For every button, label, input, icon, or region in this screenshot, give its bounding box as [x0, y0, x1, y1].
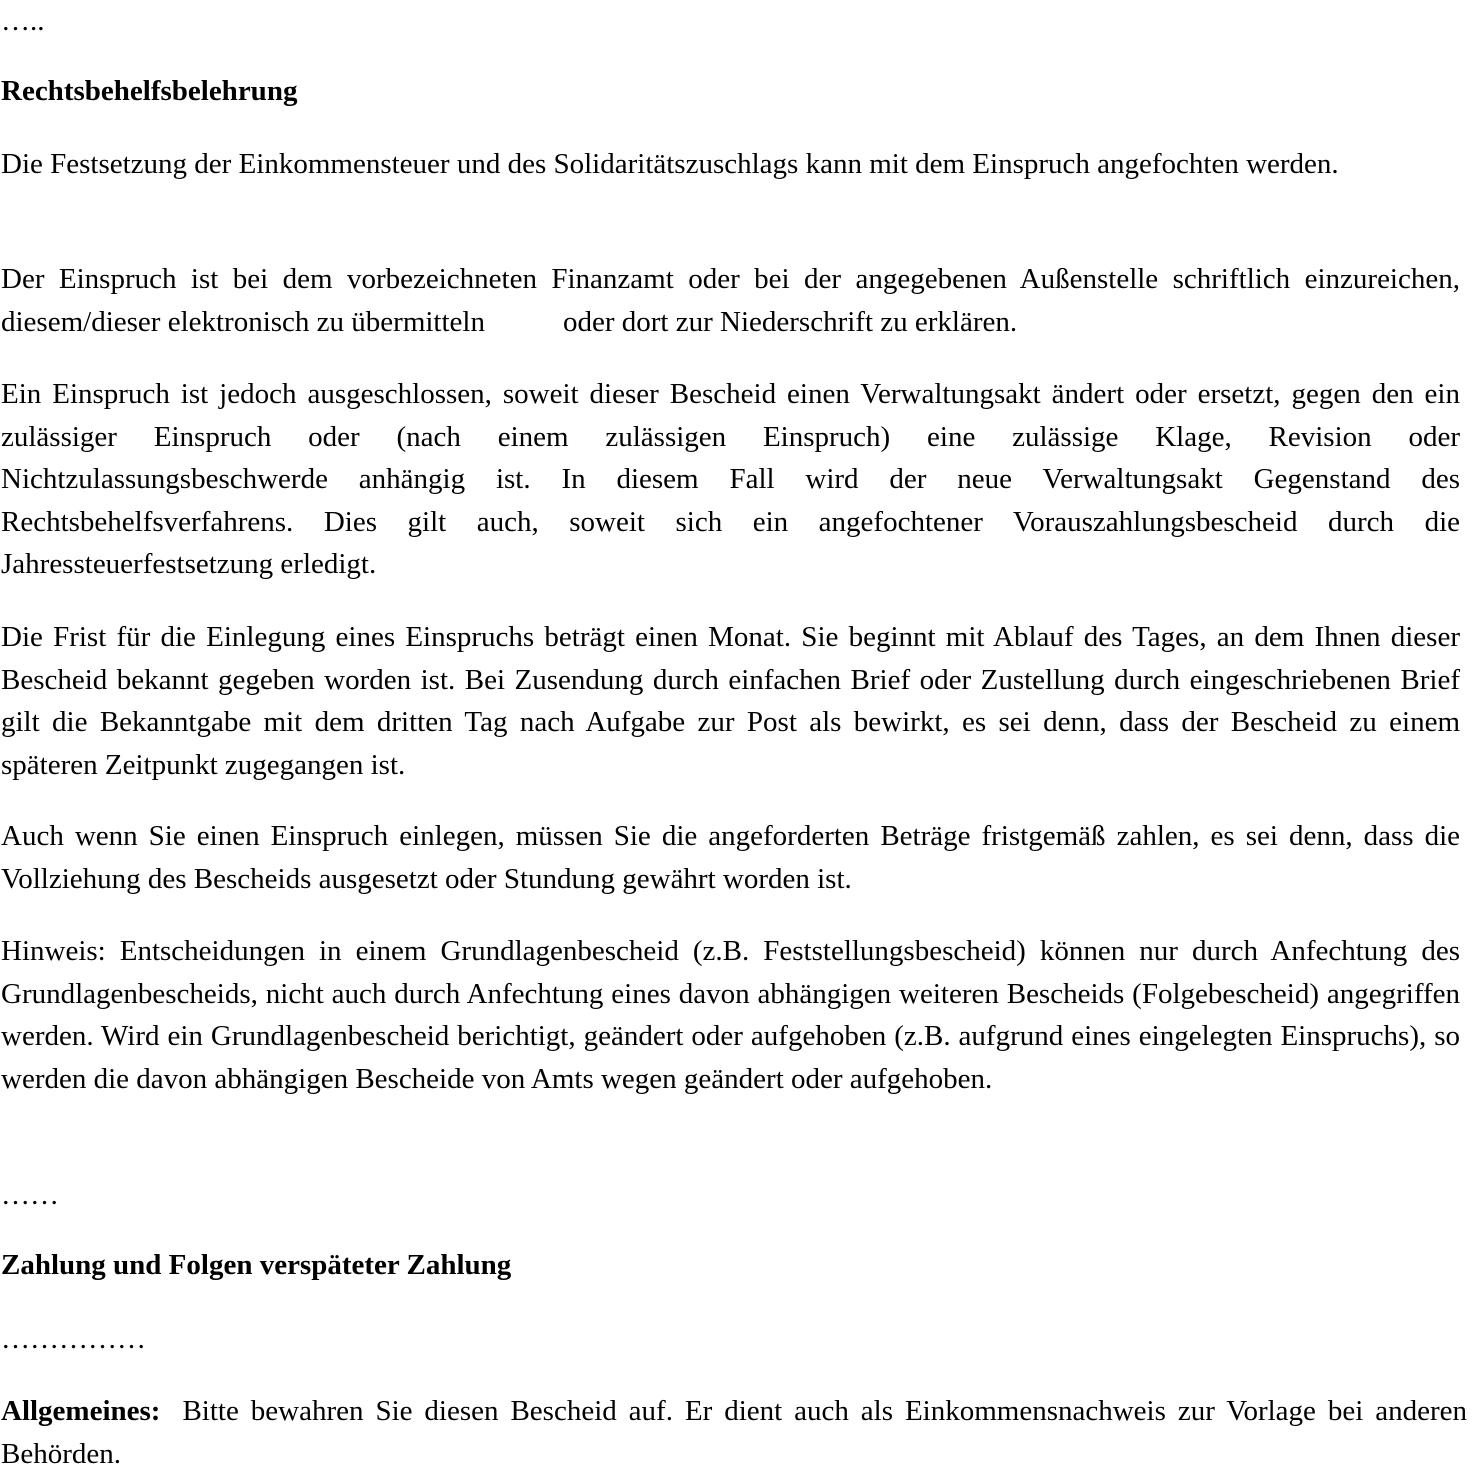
paragraph-einspruch-einreichung — [1, 258, 1460, 343]
paragraph-zahlungspflicht: Auch wenn Sie einen Einspruch einlegen, müssen Sie die angeforderten Beträge fristgemäß zahlen, es sei denn, dass die Vollziehung des Bescheids ausgesetzt oder Stundung gewährt worden ist. — [1, 820, 1460, 895]
top-ellipsis: ….. — [1, 5, 45, 37]
paragraph-einspruch-festsetzung: Die Festsetzung der Einkommensteuer und des Solidaritätszuschlags kann mit dem Einspruch angefochten werden. — [1, 148, 1339, 180]
paragraph-allgemeines — [1, 1390, 1467, 1475]
paragraph-einspruchsfrist: Die Frist für die Einlegung eines Einspruchs beträgt einen Monat. Sie beginnt mit Ablauf des Tages, an dem Ihnen dieser Bescheid bekannt gegeben worden ist. Bei Zusendung durch einfachen Brief oder Zustellung durch eingeschriebenen Brief gilt die Bekanntgabe mit dem dritten Tag nach Aufgabe zur Post als bewirkt, es sei denn, dass der Bescheid zu einem späteren Zeitpunkt zugegangen ist. — [1, 621, 1460, 781]
long-ellipsis: …………… — [1, 1323, 146, 1355]
paragraph-einspruch-einreichung-part2: dort zur Niederschrift zu erklären. — [621, 305, 1018, 338]
paragraph-einspruch-einreichung-part1: Der Einspruch ist bei dem vorbezeichneten Finanzamt oder bei der angegebenen Außenstelle schriftlich einzureichen, diesem/dieser elektronisch zu übermitteln — [1, 263, 1460, 338]
paragraph-hinweis-grundlagenbescheid: Hinweis: Entscheidungen in einem Grundlagenbescheid (z.B. Feststellungsbescheid) können nur durch Anfechtung des Grundlagenbescheids, nicht auch durch Anfechtung eines davon abhängigen weiteren Bescheids (Folgebescheid) angegriffen werden. Wird ein Grundlagenbescheid berichtigt, geändert oder aufgehoben (z.B. aufgrund eines eingelegten Einspruchs), so werden die davon abhängigen Bescheide von Amts wegen geändert oder aufgehoben. — [1, 935, 1460, 1095]
paragraph-einspruch-ausgeschlossen: Ein Einspruch ist jedoch ausgeschlossen, soweit dieser Bescheid einen Verwaltungsakt ändert oder ersetzt, gegen den ein zulässiger Einspruch oder (nach einem zulässigen Einspruch) eine zulässige Klage, Revision oder Nichtzulassungsbeschwerde anhängig ist. In diesem Fall wird der neue Verwaltungsakt Gegenstand des Rechtsbehelfsverfahrens. Dies gilt auch, soweit sich ein angefochtener Vorauszahlungsbescheid durch die Jahressteuerfestsetzung erledigt. — [1, 378, 1460, 580]
paragraph-einspruch-einreichung-oder: oder — [562, 305, 615, 338]
allgemeines-label: Allgemeines: — [1, 1395, 161, 1427]
middle-ellipsis: …… — [1, 1179, 59, 1211]
allgemeines-text: Bitte bewahren Sie diesen Bescheid auf. Er dient auch als Einkommensnachweis zur Vorlage bei anderen Behörden. — [1, 1395, 1467, 1470]
heading-zahlung: Zahlung und Folgen verspäteter Zahlung — [1, 1249, 512, 1281]
heading-rechtsbehelfsbelehrung: Rechtsbehelfsbelehrung — [1, 75, 298, 107]
